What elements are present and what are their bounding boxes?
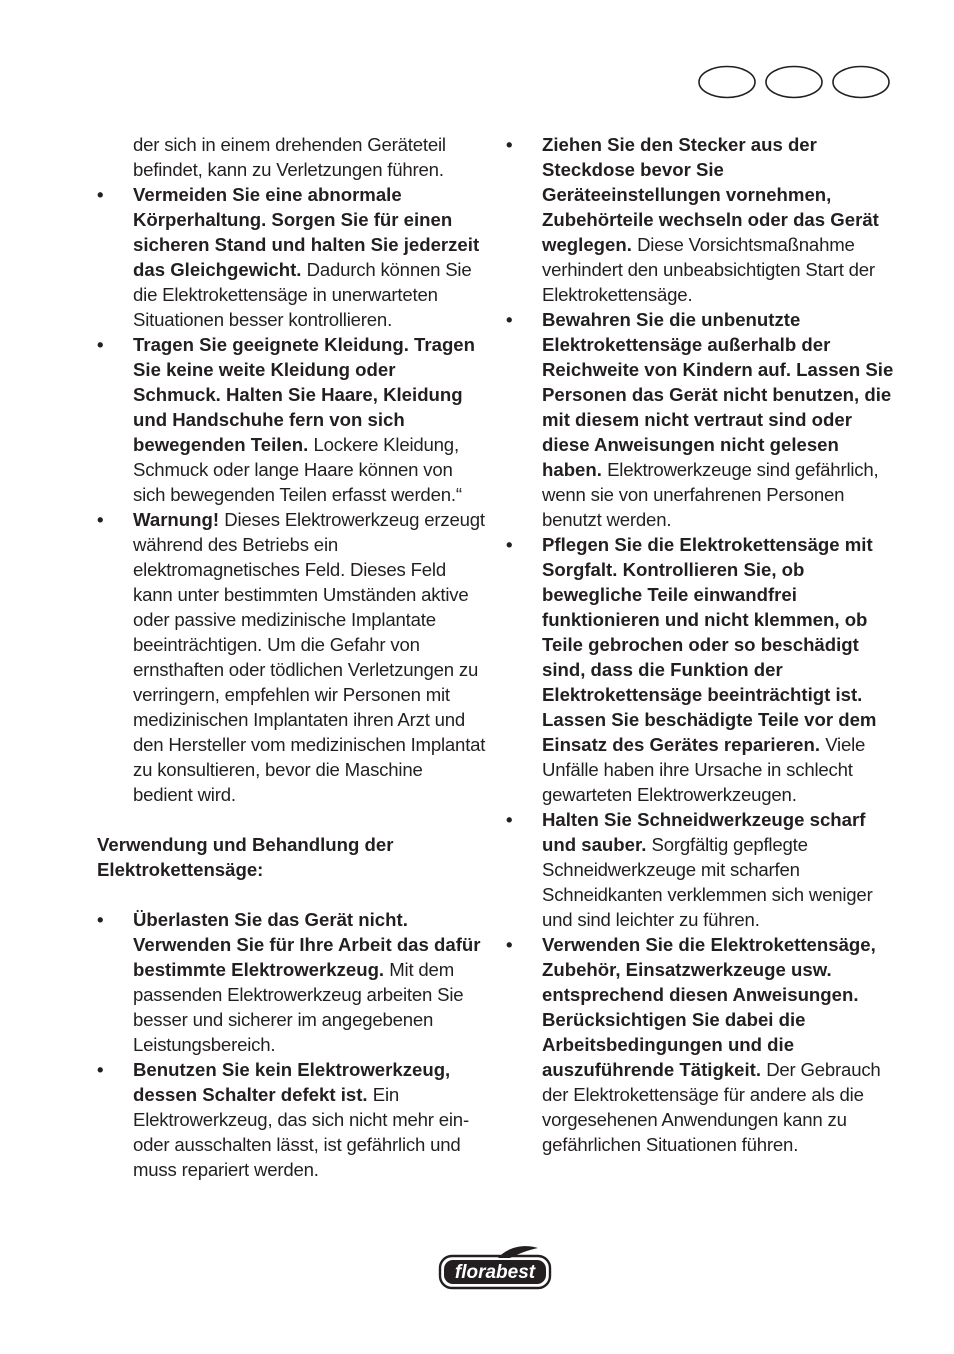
list-item [506, 132, 898, 307]
item-bold-text: Warnung! [133, 509, 225, 530]
list-item [506, 532, 898, 807]
bullet: • [97, 334, 104, 355]
item-bold-text: Benutzen Sie kein Elektrowerkzeug, dessen Schalter defekt ist. [133, 1059, 451, 1105]
list-item [97, 332, 487, 507]
item-text: Mit dem passenden Elektrowerkzeug arbeiten Sie besser und sicherer im angegebenen Leistungsbereich. [133, 959, 464, 1055]
bullet: • [506, 309, 513, 330]
list-item [506, 307, 898, 532]
bullet: • [506, 809, 513, 830]
section-heading: Verwendung und Behandlung der Elektrokettensäge: [97, 834, 394, 880]
list-item [506, 932, 898, 1157]
continuation-text: der sich in einem drehenden Geräteteil befindet, kann zu Verletzungen führen. [133, 134, 446, 180]
language-oval-3 [833, 67, 889, 98]
item-bold-text: Überlasten Sie das Gerät nicht. Verwenden Sie für Ihre Arbeit das dafür bestimmte Elektrowerkzeug. [133, 909, 481, 980]
item-text: Dieses Elektrowerkzeug erzeugt während des Betriebs ein elektromagnetisches Feld. Dieses Feld kann unter bestimmten Umständen aktive oder passive medizinische Implantate beeinträchtigen. Um die Gefahr von ernsthaften oder tödlichen Verletzungen zu verringern, empfehlen wir Personen mit medizinischen Implantaten ihren Arzt und den Hersteller vom medizinischen Implantat zu konsultieren, bevor die Maschine bedient wird. [133, 509, 486, 805]
list-item [97, 1057, 487, 1182]
item-bold-text: Halten Sie Schneidwerkzeuge scharf und sauber. [542, 809, 866, 855]
item-text: Lockere Kleidung, Schmuck oder lange Haare können von sich bewegenden Teilen erfasst werden.“ [133, 434, 462, 505]
right-column [506, 132, 898, 1157]
item-bold-text: Tragen Sie geeignete Kleidung. Tragen Sie keine weite Kleidung oder Schmuck. Halten Sie Haare, Kleidung und Handschuhe fern von sich bewegenden Teilen. [133, 334, 475, 455]
list-item [97, 507, 487, 807]
bullet: • [506, 134, 513, 155]
bullet: • [97, 184, 104, 205]
bullet: • [97, 1059, 104, 1080]
list-item [97, 182, 487, 332]
language-ovals [697, 65, 891, 99]
list-item [97, 907, 487, 1057]
item-text: Diese Vorsichtsmaßnahme verhindert den unbeabsichtigten Start der Elektrokettensäge. [542, 234, 875, 305]
item-text: Sorgfältig gepflegte Schneidwerkzeuge mit scharfen Schneidkanten verklemmen sich weniger und sind leichter zu führen. [542, 834, 873, 930]
language-oval-2 [766, 67, 822, 98]
bullet: • [97, 509, 104, 530]
item-bold-text: Vermeiden Sie eine abnormale Körperhaltung. Sorgen Sie für einen sicheren Stand und halten Sie jederzeit das Gleichgewicht. [133, 184, 480, 280]
florabest-logo [438, 1244, 552, 1290]
item-text: Der Gebrauch der Elektrokettensäge für andere als die vorgesehenen Anwendungen kann zu gefährlichen Situationen führen. [542, 1059, 881, 1155]
list-item [506, 807, 898, 932]
item-text: Viele Unfälle haben ihre Ursache in schlecht gewarteten Elektrowerkzeugen. [542, 734, 866, 805]
item-bold-text: Ziehen Sie den Stecker aus der Steckdose bevor Sie Geräteeinstellungen vornehmen, Zubehörteile wechseln oder das Gerät weglegen. [542, 134, 879, 255]
item-bold-text: Bewahren Sie die unbenutzte Elektrokettensäge außerhalb der Reichweite von Kindern auf. Lassen Sie Personen das Gerät nicht benutzen, die mit diesem nicht vertraut sind oder diese Anweisungen nicht gelesen haben. [542, 309, 894, 480]
bullet: • [506, 934, 513, 955]
item-text: Elektrowerkzeuge sind gefährlich, wenn sie von unerfahrenen Personen benutzt werden. [542, 459, 879, 530]
item-text: Dadurch können Sie die Elektrokettensäge in unerwarteten Situationen besser kontrollieren. [133, 259, 472, 330]
bullet: • [506, 534, 513, 555]
item-bold-text: Verwenden Sie die Elektrokettensäge, Zubehör, Einsatzwerkzeuge usw. entsprechend diesen Anweisungen. Berücksichtigen Sie dabei die Arbeitsbedingungen und die auszuführende Tätigkeit. [542, 934, 876, 1080]
language-oval-1 [699, 67, 755, 98]
bullet: • [97, 909, 104, 930]
item-bold-text: Pflegen Sie die Elektrokettensäge mit Sorgfalt. Kontrollieren Sie, ob bewegliche Teile einwandfrei funktionieren und nicht klemmen, ob Teile gebrochen oder so beschädigt sind, dass die Funktion der Elektrokettensäge beeinträchtigt ist. Lassen Sie beschädigte Teile vor dem Einsatz des Gerätes reparieren. [542, 534, 877, 755]
left-column [97, 132, 487, 1182]
item-text: Ein Elektrowerkzeug, das sich nicht mehr ein- oder ausschalten lässt, ist gefährlich und muss repariert werden. [133, 1084, 469, 1180]
logo-text: florabest [454, 1262, 536, 1283]
